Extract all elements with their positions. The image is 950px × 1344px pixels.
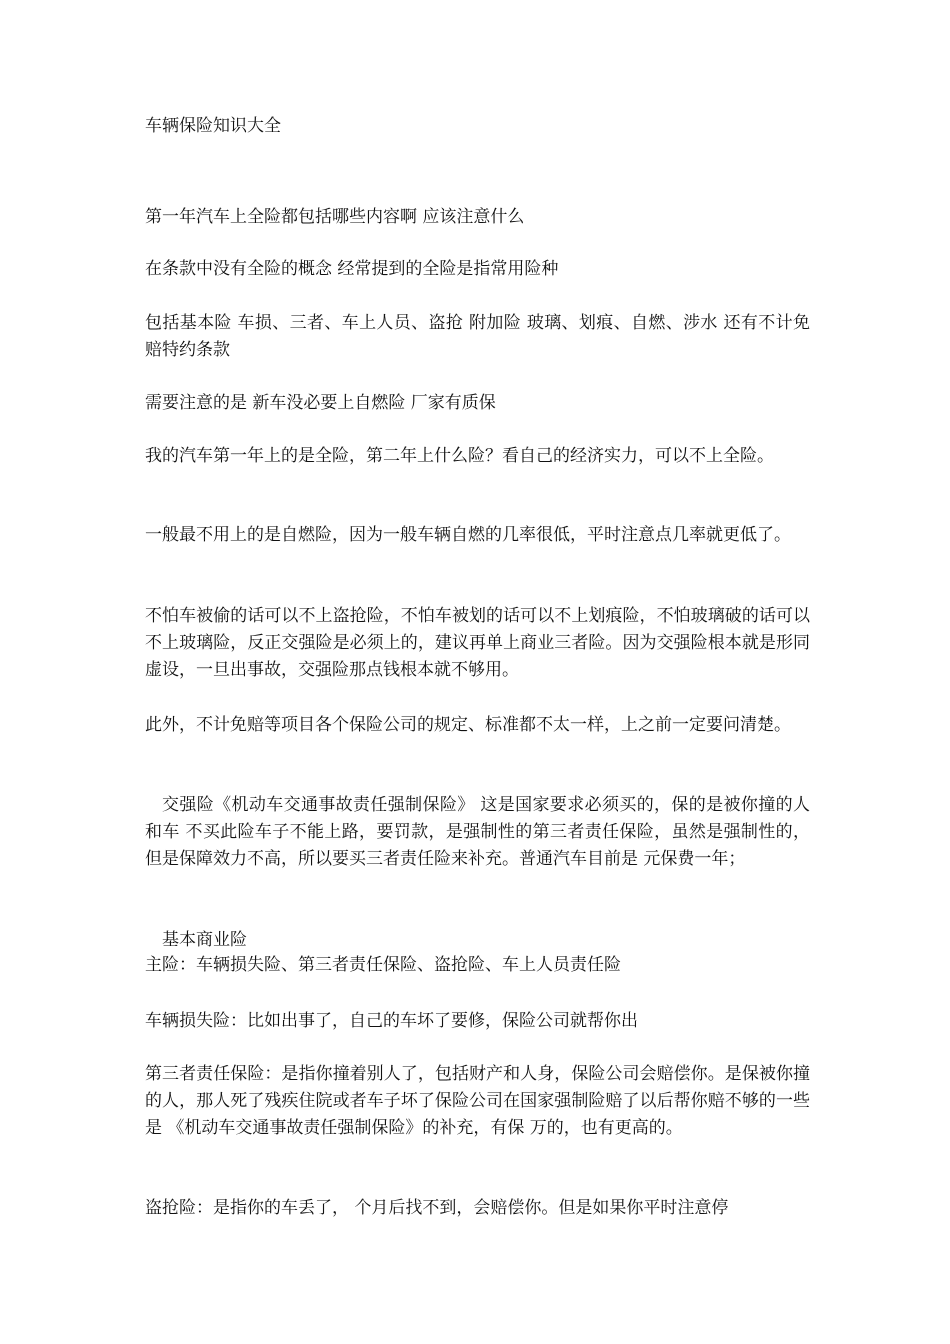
paragraph-text: 一般最不用上的是自燃险，因为一般车辆自燃的几率很低，平时注意点几率就更低了。 — [145, 525, 791, 545]
paragraph-text: 第三者责任保险：是指你撞着别人了，包括财产和人身，保险公司会赔偿你。是保被你撞的人，那人死了残疾住院或者车子坏了保险公司在国家强制险赔了以后帮你赔不够的一些是 《机动车交通事故责任强制保险》的补充，有保 万的，也有更高的。 — [145, 1064, 810, 1138]
paragraph-text: 交强险《机动车交通事故责任强制保险》 这是国家要求必须买的，保的是被你撞的人和车 不买此险车子不能上路，要罚款，是强制性的第三者责任保险，虽然是强制性的，但是保障效力不高，所以要买三者责任险来补充。普通汽车目前是 元保费一年； — [145, 795, 810, 869]
paragraph-4 — [145, 390, 810, 417]
paragraph-6 — [145, 522, 810, 549]
paragraph-13 — [145, 1195, 810, 1222]
paragraph-1 — [145, 204, 810, 231]
paragraph-text: 车辆损失险：比如出事了，自己的车坏了要修，保险公司就帮你出 — [145, 1011, 638, 1031]
paragraph-2 — [145, 256, 810, 283]
paragraph-text: 此外，不计免赔等项目各个保险公司的规定、标准都不太一样，上之前一定要问清楚。 — [145, 715, 791, 735]
paragraph-text: 我的汽车第一年上的是全险，第二年上什么险？看自己的经济实力，可以不上全险。 — [145, 446, 774, 466]
paragraph-text: 包括基本险 车损、三者、车上人员、盗抢 附加险 玻璃、划痕、自燃、涉水 还有不计免赔特约条款 — [145, 313, 810, 360]
paragraph-11 — [145, 1008, 810, 1035]
paragraph-5 — [145, 443, 810, 470]
paragraph-3 — [145, 310, 810, 364]
paragraph-text: 需要注意的是 新车没必要上自燃险 厂家有质保 — [145, 393, 496, 413]
paragraph-10 — [145, 928, 810, 978]
paragraph-12 — [145, 1061, 810, 1142]
paragraph-text: 主险：车辆损失险、第三者责任保险、盗抢险、车上人员责任险 — [145, 955, 621, 975]
paragraph-8 — [145, 712, 810, 739]
document-title: 车辆保险知识大全 — [145, 116, 281, 136]
section-heading: 基本商业险 — [162, 930, 247, 950]
paragraph-text: 盗抢险：是指你的车丢了， 个月后找不到，会赔偿你。但是如果你平时注意停 — [145, 1198, 729, 1218]
paragraph-9 — [145, 792, 810, 873]
paragraph-7 — [145, 603, 810, 684]
paragraph-text: 不怕车被偷的话可以不上盗抢险，不怕车被划的话可以不上划痕险，不怕玻璃破的话可以不上玻璃险，反正交强险是必须上的，建议再单上商业三者险。因为交强险根本就是形同虚设，一旦出事故，交强险那点钱根本就不够用。 — [145, 606, 810, 680]
paragraph-text: 第一年汽车上全险都包括哪些内容啊 应该注意什么 — [145, 207, 525, 227]
paragraph-text: 在条款中没有全险的概念 经常提到的全险是指常用险种 — [145, 259, 559, 279]
